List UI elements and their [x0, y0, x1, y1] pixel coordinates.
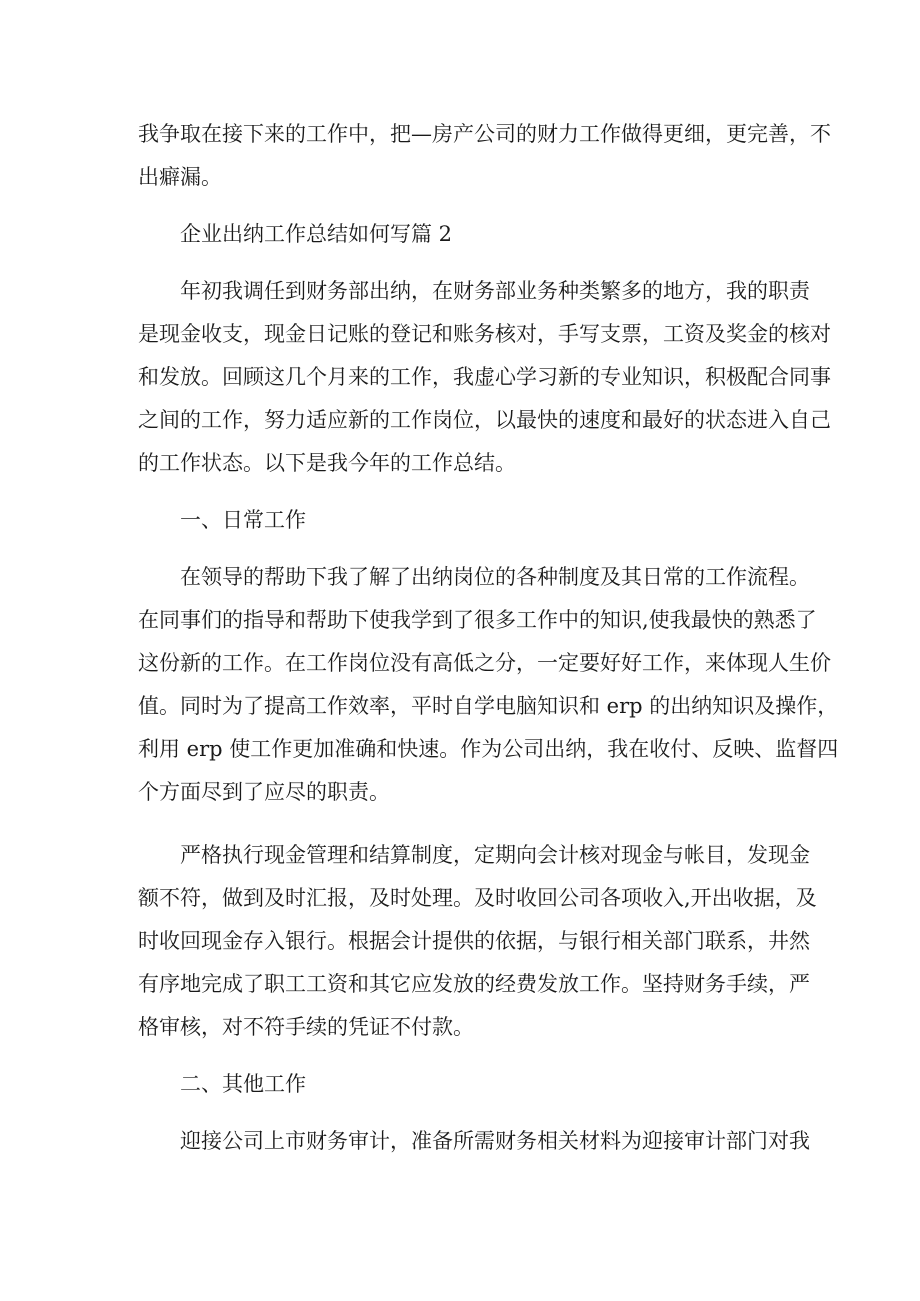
text-line: 这份新的工作。在工作岗位没有高低之分，一定要好好工作，来体现人生价	[138, 651, 831, 675]
text-line: 时收回现金存入银行。根据会计提供的依据，与银行相关部门联系，井然	[138, 929, 810, 953]
heading-text: 企业出纳工作总结如何写篇 2	[180, 222, 453, 246]
paragraph-intro	[138, 270, 831, 485]
section-heading-daily-work	[138, 499, 796, 542]
text-line: 之间的工作，努力适应新的工作岗位，以最快的速度和最好的状态进入自己	[138, 408, 831, 432]
section-heading-other-work	[138, 1063, 796, 1106]
paragraph-cash-management	[138, 834, 817, 1049]
text-line: 有序地完成了职工工资和其它应发放的经费发放工作。坚持财务手续，严	[138, 972, 810, 996]
paragraph-other-work	[138, 1120, 810, 1163]
paragraph-daily-work	[138, 556, 839, 814]
text-line: 利用 erp 使工作更加准确和快速。作为公司出纳，我在收付、反映、监督四	[138, 737, 839, 761]
text-line: 格审核，对不符手续的凭证不付款。	[138, 1015, 474, 1039]
text-line: 严格执行现金管理和结算制度，定期向会计核对现金与帐目，发现金	[180, 843, 810, 867]
paragraph-continuation	[138, 113, 831, 199]
text-line: 和发放。回顾这几个月来的工作，我虚心学习新的专业知识，积极配合同事	[138, 365, 831, 389]
document-body	[138, 113, 839, 1163]
text-line: 的工作状态。以下是我今年的工作总结。	[138, 451, 516, 475]
text-line: 值。同时为了提高工作效率，平时自学电脑知识和 erp 的出纳知识及操作，	[138, 694, 839, 718]
heading-text: 一、日常工作	[180, 508, 306, 532]
text-line: 迎接公司上市财务审计，准备所需财务相关材料为迎接审计部门对我	[180, 1129, 810, 1153]
section-heading-main	[138, 213, 796, 256]
text-line: 在同事们的指导和帮助下使我学到了很多工作中的知识,使我最快的熟悉了	[138, 608, 817, 632]
text-line: 出癖漏。	[138, 165, 222, 189]
heading-text: 二、其他工作	[180, 1072, 306, 1096]
text-line: 在领导的帮助下我了解了出纳岗位的各种制度及其日常的工作流程。	[180, 565, 810, 589]
text-line: 额不符，做到及时汇报，及时处理。及时收回公司各项收入,开出收据，及	[138, 886, 817, 910]
text-line: 年初我调任到财务部出纳，在财务部业务种类繁多的地方，我的职责	[180, 279, 810, 303]
text-line: 我争取在接下来的工作中，把—房产公司的财力工作做得更细，更完善，不	[138, 122, 831, 146]
text-line: 个方面尽到了应尽的职责。	[138, 780, 390, 804]
text-line: 是现金收支，现金日记账的登记和账务核对，手写支票，工资及奖金的核对	[138, 322, 831, 346]
